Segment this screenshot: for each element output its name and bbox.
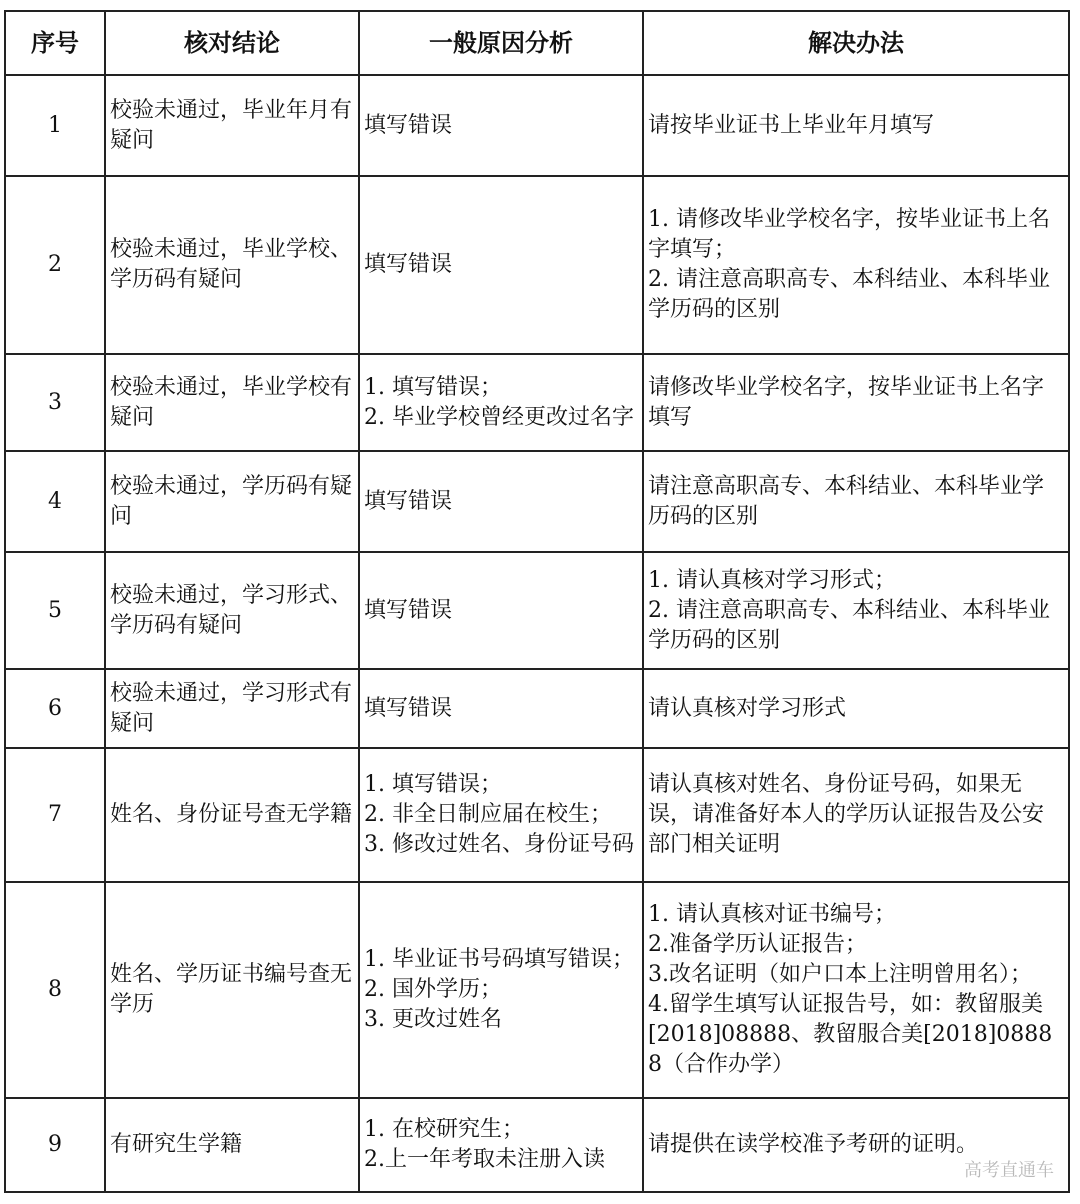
verification-table	[4, 10, 1070, 1193]
table-row	[5, 75, 1069, 176]
row-conclusion: 有研究生学籍	[105, 1098, 359, 1192]
header-conclusion: 核对结论	[105, 11, 359, 75]
header-cause: 一般原因分析	[359, 11, 643, 75]
solution-line: 请按毕业证书上毕业年月填写	[648, 112, 935, 138]
row-cause	[359, 552, 643, 669]
table-row	[5, 1098, 1069, 1192]
row-conclusion: 校验未通过，毕业年月有疑问	[105, 75, 359, 176]
row-conclusion: 校验未通过，毕业学校有疑问	[105, 354, 359, 451]
row-index: 8	[5, 882, 105, 1098]
cause-line: 1. 在校研究生；	[364, 1117, 524, 1142]
solution-line: 1. 请修改毕业学校名字，按毕业证书上名字填写；	[648, 207, 1050, 262]
row-cause	[359, 882, 643, 1098]
cause-line: 1. 填写错误；	[364, 374, 502, 400]
row-cause	[359, 354, 643, 451]
row-index: 4	[5, 451, 105, 552]
table-row	[5, 451, 1069, 552]
solution-line: 1. 请认真核对学习形式；	[648, 567, 896, 593]
row-cause	[359, 748, 643, 882]
solution-line: 请注意高职高专、本科结业、本科毕业学历码的区别	[648, 473, 1045, 529]
row-conclusion: 校验未通过，学习形式、学历码有疑问	[105, 552, 359, 669]
cause-line: 填写错误	[364, 597, 453, 623]
row-cause	[359, 669, 643, 748]
row-solution	[643, 748, 1069, 882]
row-cause	[359, 75, 643, 176]
cause-line: 2. 毕业学校曾经更改过名字	[364, 404, 634, 430]
table-row	[5, 748, 1069, 882]
cause-line: 1. 填写错误；	[364, 772, 502, 797]
solution-line: 2. 请注意高职高专、本科结业、本科毕业学历码的区别	[648, 597, 1050, 653]
cause-line: 3. 更改过姓名	[364, 1007, 502, 1032]
solution-line: 3.改名证明（如户口本上注明曾用名）；	[648, 962, 1032, 987]
row-cause	[359, 451, 643, 552]
row-cause	[359, 1098, 643, 1192]
row-solution	[643, 176, 1069, 354]
row-index: 5	[5, 552, 105, 669]
solution-line: 2.准备学历认证报告；	[648, 932, 867, 957]
cause-line: 2. 国外学历；	[364, 977, 502, 1002]
row-solution	[643, 354, 1069, 451]
cause-line: 填写错误	[364, 695, 453, 721]
solution-line: 2. 请注意高职高专、本科结业、本科毕业学历码的区别	[648, 267, 1050, 322]
row-cause	[359, 176, 643, 354]
row-solution	[643, 552, 1069, 669]
table-row	[5, 354, 1069, 451]
header-index: 序号	[5, 11, 105, 75]
row-index: 7	[5, 748, 105, 882]
cause-line: 3. 修改过姓名、身份证号码	[364, 832, 634, 857]
cause-line: 2.上一年考取未注册入读	[364, 1147, 605, 1172]
row-index: 6	[5, 669, 105, 748]
row-conclusion: 校验未通过，学习形式有疑问	[105, 669, 359, 748]
row-index: 9	[5, 1098, 105, 1192]
row-conclusion: 校验未通过，毕业学校、学历码有疑问	[105, 176, 359, 354]
table-row	[5, 669, 1069, 748]
cause-line: 填写错误	[364, 488, 453, 514]
row-index: 1	[5, 75, 105, 176]
solution-line: 请认真核对姓名、身份证号码，如果无误，请准备好本人的学历认证报告及公安部门相关证明	[648, 772, 1045, 857]
cause-line: 填写错误	[364, 112, 453, 138]
solution-line: 请修改毕业学校名字，按毕业证书上名字填写	[648, 374, 1045, 430]
cause-line: 2. 非全日制应届在校生；	[364, 802, 612, 827]
row-solution	[643, 451, 1069, 552]
cause-line: 填写错误	[364, 252, 453, 277]
table-row	[5, 176, 1069, 354]
header-row	[5, 11, 1069, 75]
header-solution: 解决办法	[643, 11, 1069, 75]
solution-line: 请认真核对学习形式	[648, 695, 847, 721]
row-conclusion: 校验未通过，学历码有疑问	[105, 451, 359, 552]
row-solution	[643, 75, 1069, 176]
solution-line: 4.留学生填写认证报告号，如：教留服美[2018]08888、教留服合美[2018]08888（合作办学）	[648, 992, 1053, 1077]
table-row	[5, 882, 1069, 1098]
watermark: 高考直通车	[964, 1160, 1054, 1181]
cause-line: 1. 毕业证书号码填写错误；	[364, 947, 634, 972]
row-index: 3	[5, 354, 105, 451]
row-conclusion: 姓名、身份证号查无学籍	[105, 748, 359, 882]
table-body	[5, 75, 1069, 1192]
row-solution	[643, 882, 1069, 1098]
solution-line: 1. 请认真核对证书编号；	[648, 902, 896, 927]
row-index: 2	[5, 176, 105, 354]
row-solution	[643, 669, 1069, 748]
solution-line: 请提供在读学校准予考研的证明。	[648, 1132, 979, 1157]
table-row	[5, 552, 1069, 669]
row-conclusion: 姓名、学历证书编号查无学历	[105, 882, 359, 1098]
